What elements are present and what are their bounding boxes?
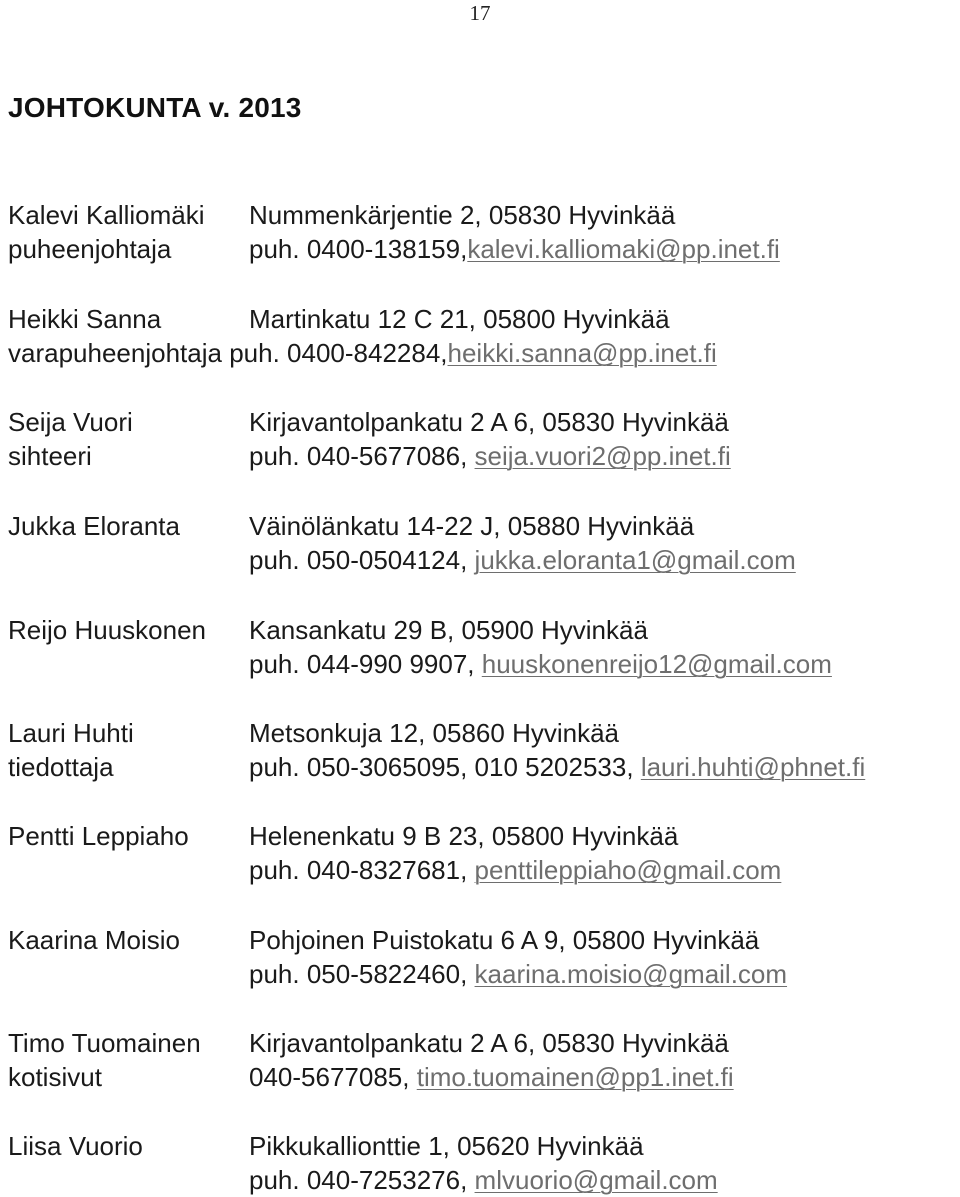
member-name: Pentti Leppiaho (8, 821, 189, 851)
member-name: Jukka Eloranta (8, 511, 180, 541)
member-phone: puh. 044-990 9907, (249, 649, 482, 679)
member-contact (249, 647, 832, 681)
member-contact (249, 1163, 718, 1197)
member-contact (249, 543, 796, 577)
member-address: Kansankatu 29 B, 05900 Hyvinkää (249, 615, 648, 645)
member-name: Liisa Vuorio (8, 1131, 143, 1161)
member-phone: puh. 040-7253276, (249, 1165, 475, 1195)
member-name: Lauri Huhti (8, 718, 134, 748)
member-role: sihteeri (8, 441, 92, 471)
member-address: Kirjavantolpankatu 2 A 6, 05830 Hyvinkää (249, 1028, 729, 1058)
member-phone: 040-5677085, (249, 1062, 417, 1092)
member-contact (249, 232, 780, 266)
member-role-contact (8, 336, 717, 370)
member-address: Pohjoinen Puistokatu 6 A 9, 05800 Hyvinkää (249, 925, 760, 955)
member-address: Metsonkuja 12, 05860 Hyvinkää (249, 718, 620, 748)
member-role: kotisivut (8, 1062, 102, 1092)
page-number: 17 (469, 1, 491, 25)
member-email-link[interactable]: penttileppiaho@gmail.com (474, 855, 782, 885)
member-contact (249, 957, 787, 991)
member-email-link[interactable]: lauri.huhti@phnet.fi (640, 752, 866, 782)
member-contact (249, 1060, 734, 1094)
member-address: Martinkatu 12 C 21, 05800 Hyvinkää (249, 304, 670, 334)
member-email-link[interactable]: jukka.eloranta1@gmail.com (474, 545, 796, 575)
member-phone: puh. 050-0504124, (249, 545, 475, 575)
member-name: Heikki Sanna (8, 304, 162, 334)
member-phone: puh. 040-8327681, (249, 855, 475, 885)
member-phone: puh. 0400-842284, (229, 338, 448, 368)
member-email-link[interactable]: kaarina.moisio@gmail.com (474, 959, 788, 989)
member-phone: puh. 040-5677086, (249, 441, 475, 471)
member-role: puheenjohtaja (8, 234, 172, 264)
member-address: Nummenkärjentie 2, 05830 Hyvinkää (249, 200, 676, 230)
member-address: Helenenkatu 9 B 23, 05800 Hyvinkää (249, 821, 679, 851)
member-email-link[interactable]: heikki.sanna@pp.inet.fi (447, 338, 717, 368)
member-phone: puh. 050-5822460, (249, 959, 475, 989)
member-role: varapuheenjohtaja (8, 338, 222, 368)
member-name: Kalevi Kalliomäki (8, 200, 205, 230)
member-role: tiedottaja (8, 752, 114, 782)
member-contact (249, 439, 731, 473)
member-address: Pikkukallionttie 1, 05620 Hyvinkää (249, 1131, 644, 1161)
page-title: JOHTOKUNTA v. 2013 (8, 92, 302, 123)
member-email-link[interactable]: timo.tuomainen@pp1.inet.fi (416, 1062, 734, 1092)
member-name: Kaarina Moisio (8, 925, 180, 955)
member-name: Timo Tuomainen (8, 1028, 201, 1058)
member-email-link[interactable]: kalevi.kalliomaki@pp.inet.fi (467, 234, 780, 264)
member-contact (249, 750, 865, 784)
member-email-link[interactable]: seija.vuori2@pp.inet.fi (474, 441, 731, 471)
member-email-link[interactable]: mlvuorio@gmail.com (474, 1165, 718, 1195)
member-address: Väinölänkatu 14-22 J, 05880 Hyvinkää (249, 511, 695, 541)
member-contact (249, 853, 781, 887)
member-name: Seija Vuori (8, 407, 133, 437)
member-email-link[interactable]: huuskonenreijo12@gmail.com (481, 649, 832, 679)
member-address: Kirjavantolpankatu 2 A 6, 05830 Hyvinkää (249, 407, 729, 437)
member-phone: puh. 0400-138159, (249, 234, 468, 264)
member-name: Reijo Huuskonen (8, 615, 207, 645)
member-phone: puh. 050-3065095, 010 5202533, (249, 752, 641, 782)
